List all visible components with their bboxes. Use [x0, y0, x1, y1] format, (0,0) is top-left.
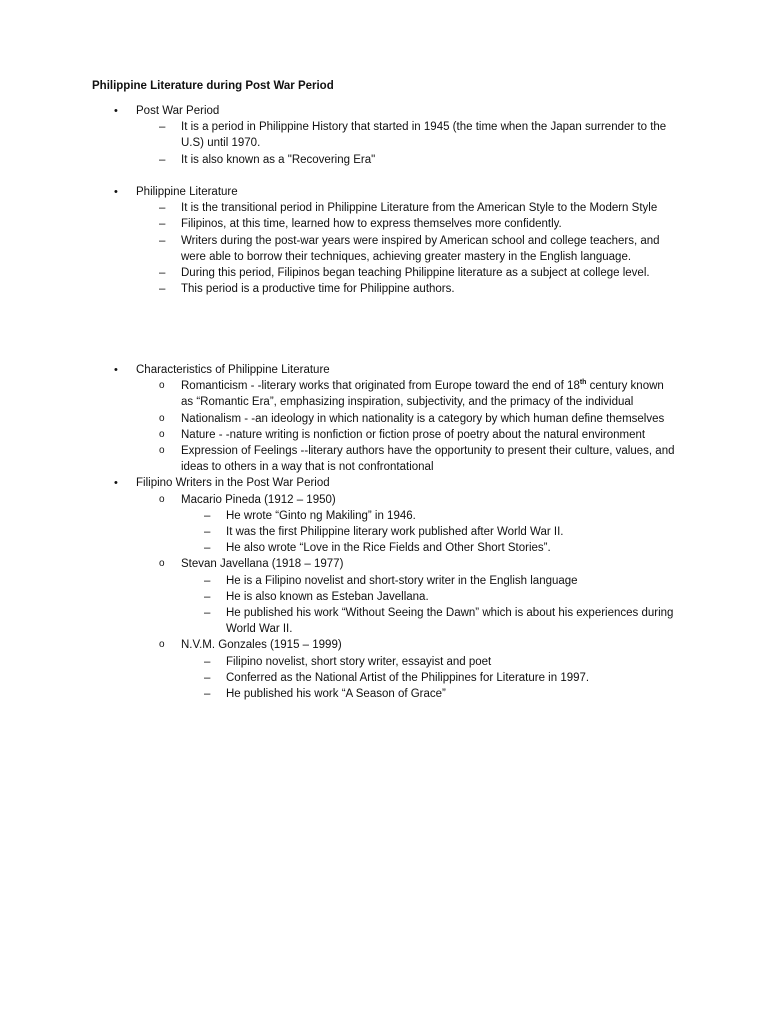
dash-icon: –: [204, 574, 211, 587]
dash-icon: –: [204, 671, 211, 684]
list-item-text: Filipinos, at this time, learned how to express themselves more confidently.: [181, 218, 562, 231]
list-item-text: He wrote “Ginto ng Makiling” in 1946.: [226, 509, 416, 522]
bullet-icon: •: [114, 186, 118, 198]
section-heading: Philippine Literature: [136, 186, 238, 198]
list-item-text: Conferred as the National Artist of the Philippines for Literature in 1997.: [226, 671, 590, 684]
list-item-text: It is the transitional period in Philippine Literature from the American Style to the Modern Style: [181, 202, 658, 215]
list-item: [0, 670, 768, 686]
dash-icon: –: [159, 153, 166, 166]
writer-name: Stevan Javellana (1918 – 1977): [181, 558, 344, 571]
list-item: [0, 508, 768, 524]
list-item: [0, 103, 768, 119]
characteristic-romanticism: [181, 378, 676, 410]
writer-item: [0, 492, 768, 508]
list-item: [0, 573, 768, 589]
list-item-text: He is also known as Esteban Javellana.: [226, 590, 429, 603]
list-item: [0, 362, 768, 378]
section-post-war-period: [0, 103, 768, 168]
characteristic-nationalism: Nationalism - -an ideology in which nationality is a category by which human define themselves: [181, 412, 665, 425]
list-item-text: It is also known as a "Recovering Era": [181, 153, 376, 166]
dash-icon: –: [159, 218, 166, 231]
list-item: [0, 605, 768, 637]
section-philippine-literature: [0, 184, 768, 297]
romanticism-text-b: century known as “Romantic Era”, emphasizing inspiration, subjectivity, and the primacy of the individual: [181, 380, 664, 409]
writer-item: [0, 556, 768, 572]
list-item: [0, 540, 768, 556]
section-heading: Characteristics of Philippine Literature: [136, 364, 330, 376]
list-item-text: During this period, Filipinos began teaching Philippine literature as a subject at college level.: [181, 267, 650, 280]
bullet-icon: •: [114, 105, 118, 117]
list-item: [0, 378, 768, 410]
list-item-text: He published his work “Without Seeing the Dawn” which is about his experiences during World War II.: [226, 607, 674, 636]
characteristic-feelings: Expression of Feelings --literary authors have the opportunity to present their culture, values, and ideas to others in a way that is not confrontational: [181, 445, 675, 474]
list-item: [0, 524, 768, 540]
list-item-text: Writers during the post-war years were inspired by American school and college teachers, and were able to borrow their techniques, achieving greater mastery in the English language.: [181, 234, 660, 263]
list-item: [0, 200, 768, 216]
list-item-text: It is a period in Philippine History that started in 1945 (the time when the Japan surrender to the U.S) until 1970.: [181, 121, 667, 150]
section-heading: Filipino Writers in the Post War Period: [136, 477, 330, 490]
list-item: [0, 233, 768, 265]
dash-icon: –: [204, 655, 211, 668]
dash-icon: –: [204, 509, 211, 522]
list-item: [0, 184, 768, 200]
circle-bullet-icon: o: [159, 558, 165, 570]
section-characteristics: [0, 362, 768, 702]
circle-bullet-icon: o: [159, 380, 165, 392]
list-item-text: Filipino novelist, short story writer, essayist and poet: [226, 655, 492, 668]
writer-name: N.V.M. Gonzales (1915 – 1999): [181, 639, 342, 652]
list-item: [0, 411, 768, 427]
writer-item: [0, 637, 768, 653]
bullet-icon: •: [114, 364, 118, 376]
dash-icon: –: [159, 121, 166, 134]
dash-icon: –: [204, 542, 211, 555]
list-item: [0, 152, 768, 168]
list-item: [0, 281, 768, 297]
dash-icon: –: [204, 688, 211, 701]
superscript-th: th: [579, 379, 587, 387]
dash-icon: –: [204, 590, 211, 603]
list-item-text: He published his work “A Season of Grace”: [226, 688, 446, 701]
circle-bullet-icon: o: [159, 412, 165, 424]
romanticism-text-a: Romanticism - -literary works that originated from Europe toward the end of 18: [181, 380, 580, 393]
circle-bullet-icon: o: [159, 428, 165, 440]
dash-icon: –: [204, 607, 211, 620]
list-item-text: This period is a productive time for Philippine authors.: [181, 283, 455, 296]
dash-icon: –: [159, 202, 166, 215]
dash-icon: –: [159, 267, 166, 280]
circle-bullet-icon: o: [159, 639, 165, 651]
writer-name: Macario Pineda (1912 – 1950): [181, 493, 336, 506]
characteristic-nature: Nature - -nature writing is nonfiction or fiction prose of poetry about the natural environment: [181, 428, 646, 441]
list-item: [0, 119, 768, 151]
list-item: [0, 686, 768, 702]
dash-icon: –: [159, 283, 166, 296]
list-item: [0, 427, 768, 443]
dash-icon: –: [159, 234, 166, 247]
list-item: [0, 265, 768, 281]
bullet-icon: •: [114, 477, 118, 490]
list-item: [0, 216, 768, 232]
circle-bullet-icon: o: [159, 445, 165, 457]
section-heading: Post War Period: [136, 105, 220, 117]
list-item: [0, 654, 768, 670]
list-item-text: It was the first Philippine literary work published after World War II.: [226, 526, 564, 539]
list-item: [0, 443, 768, 475]
list-item: [0, 475, 768, 491]
circle-bullet-icon: o: [159, 493, 165, 505]
dash-icon: –: [204, 526, 211, 539]
document-title: Philippine Literature during Post War Period: [92, 80, 334, 92]
list-item-text: He also wrote “Love in the Rice Fields and Other Short Stories”.: [226, 542, 551, 555]
list-item: [0, 589, 768, 605]
list-item-text: He is a Filipino novelist and short-story writer in the English language: [226, 574, 578, 587]
